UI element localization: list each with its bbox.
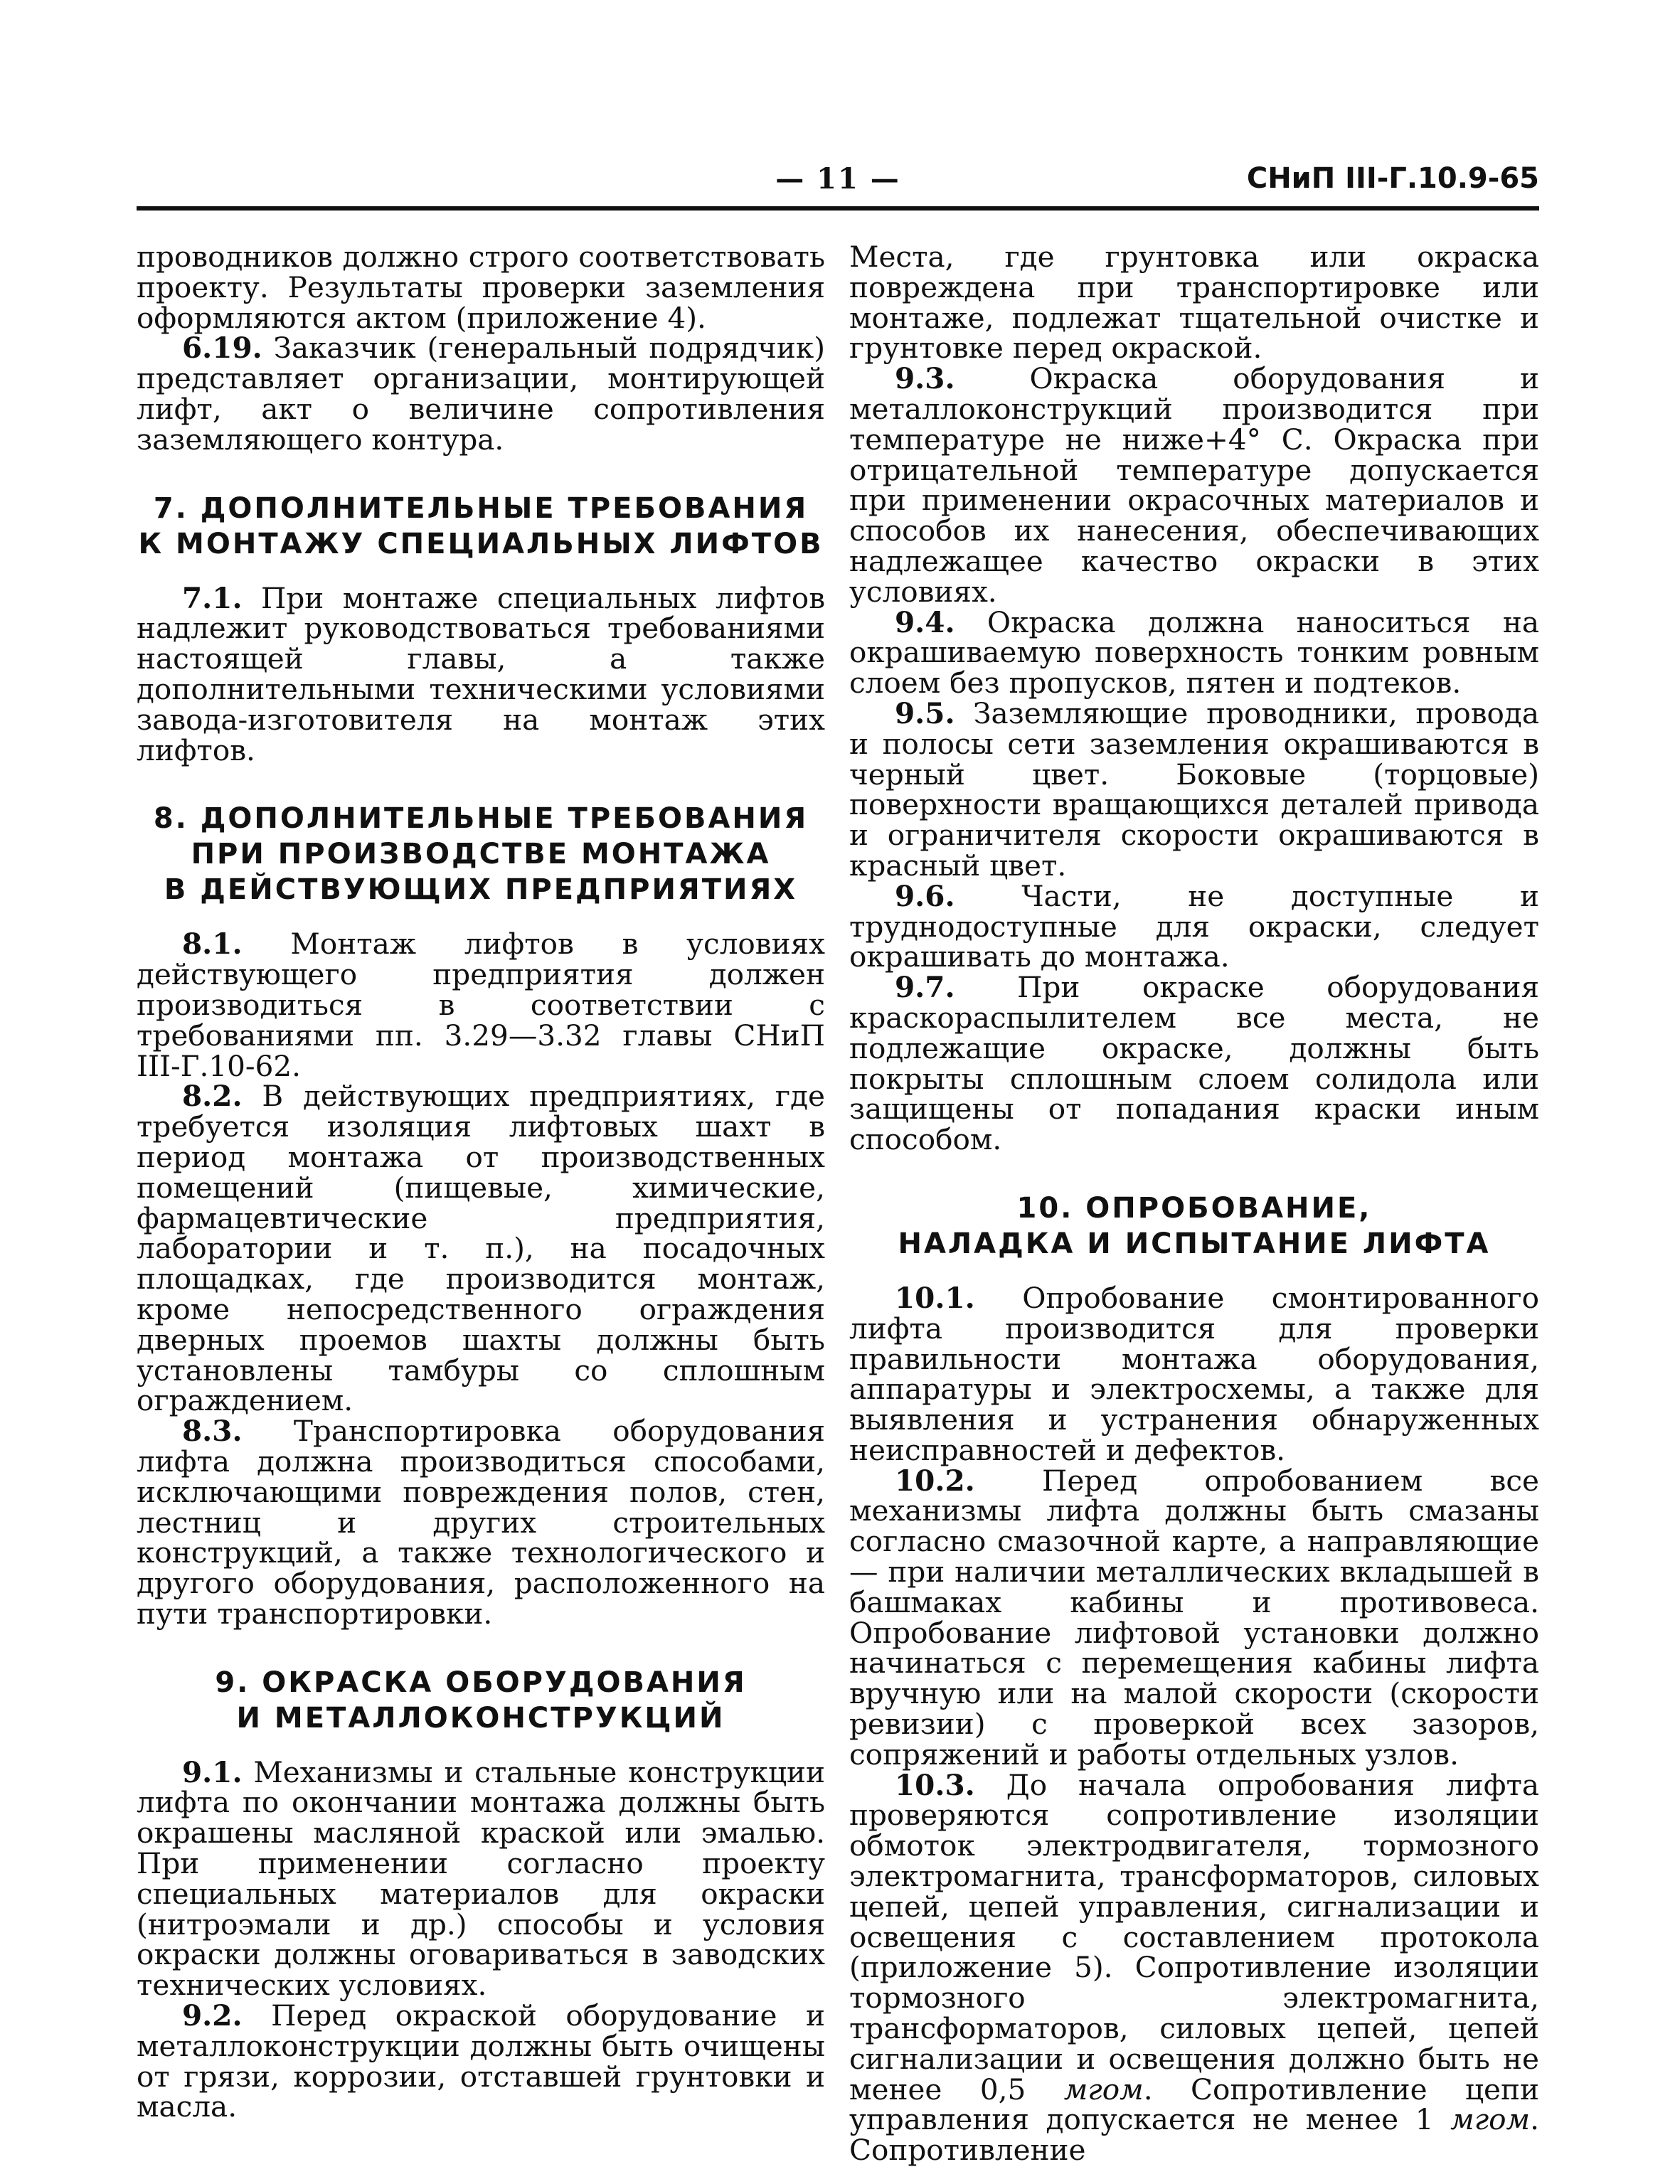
- paragraph-continuation: проводников должно строго соответствовать проекту. Результаты проверки заземления оформляются актом (приложение 4).: [137, 240, 825, 335]
- clause-text: В действующих предприятиях, где требуется изоляция лифтовых шахт в период монтажа от производственных помещений (пищевые, химические, фармацевтические предприятия, лаборатории и т. п.), на посадочных площадках, где производится монтаж, кроме непосредственного ограждения дверных проемов шахты должны быть установлены тамбуры со сплошным ограждением.: [137, 1079, 825, 1418]
- clause-text: Перед опробованием все механизмы лифта должны быть смазаны согласно смазочной карте, а направляющие — при наличии металлических вкладышей в башмаках кабины и противовеса. Опробование лифтовой установки должно начинаться с перемещения кабины лифта вручную или на малой скорости (скорости ревизии) с проверкой всех зазоров, сопряжений и работы отдельных узлов.: [849, 1463, 1539, 1772]
- paragraph-9-5: [849, 698, 1539, 881]
- heading-line: И МЕТАЛЛОКОНСТРУКЦИЙ: [236, 1701, 725, 1735]
- clause-number: 10.3.: [895, 1767, 975, 1802]
- clause-number: 9.5.: [895, 696, 955, 730]
- clause-number: 8.3.: [182, 1414, 243, 1449]
- heading-line: 7. ДОПОЛНИТЕЛЬНЫЕ ТРЕБОВАНИЯ: [153, 491, 809, 525]
- paragraph-9-6: [849, 878, 1539, 974]
- clause-number: 9.7.: [895, 970, 955, 1005]
- clause-text: При монтаже специальных лифтов надлежит руководствоваться требованиями настоящей главы, а также дополнительными техническими условиями завода-изготовителя на монтаж этих лифтов.: [137, 580, 825, 767]
- clause-number: 9.3.: [895, 361, 955, 396]
- heading-line: К МОНТАЖУ СПЕЦИАЛЬНЫХ ЛИФТОВ: [138, 527, 824, 560]
- paragraph-10-1: [849, 1280, 1539, 1467]
- clause-number: 6.19.: [182, 331, 262, 366]
- paragraph-9-7: [849, 972, 1539, 1155]
- page-header: [137, 162, 1539, 209]
- paragraph-8-2: [137, 1081, 825, 1416]
- heading-line: В ДЕЙСТВУЮЩИХ ПРЕДПРИЯТИЯХ: [164, 873, 798, 907]
- clause-text: Части, не доступные и труднодоступные для окраски, следует окрашивать до монтажа.: [849, 878, 1539, 974]
- unit-megohm: мгом: [1063, 2072, 1144, 2106]
- right-column: [849, 242, 1539, 2166]
- clause-text: Монтаж лифтов в условиях действующего предприятия должен производиться в соответствии с требованиями пп. 3.29—3.32 главы СНиП III-Г.10-62.: [137, 927, 825, 1083]
- header-rule: [137, 206, 1539, 211]
- paragraph-7-1: [137, 580, 825, 767]
- heading-line: 10. ОПРОБОВАНИЕ,: [1016, 1191, 1372, 1225]
- heading-line: НАЛАДКА И ИСПЫТАНИЕ ЛИФТА: [898, 1227, 1491, 1260]
- heading-line: ПРИ ПРОИЗВОДСТВЕ МОНТАЖА: [191, 838, 771, 871]
- clause-text: Транспортировка оборудования лифта должна производиться способами, исключающими повреждения полов, стен, лестниц и других строительных конструкций, а также технологического и другого оборудования, расположенного на пути транспортировки.: [137, 1414, 825, 1631]
- clause-number: 8.2.: [182, 1079, 243, 1114]
- clause-number: 10.2.: [895, 1463, 975, 1498]
- page-number: — 11 —: [775, 162, 900, 196]
- clause-number: 7.1.: [182, 580, 243, 615]
- clause-number: 9.1.: [182, 1754, 243, 1789]
- section-9-heading: [137, 1665, 825, 1736]
- clause-number: 9.6.: [895, 878, 955, 913]
- clause-text: Заземляющие проводники, провода и полосы сети заземления окрашиваются в черный цвет. Боковые (торцовые) поверхности вращающихся деталей привода и ограничителя скорости окрашиваются в красный цвет.: [849, 696, 1539, 883]
- left-column: [137, 242, 825, 2122]
- clause-text: При окраске оборудования краскораспылителем все места, не подлежащие окраске, должны быть покрыты сплошным слоем солидола или защищены от попадания краски иным способом.: [849, 970, 1539, 1157]
- clause-number: 8.1.: [182, 927, 243, 962]
- clause-text: . Сопротивление цепи управления допускается не менее 1: [849, 2072, 1539, 2137]
- clause-number: 9.2.: [182, 1998, 243, 2033]
- clause-number: 10.1.: [895, 1280, 975, 1315]
- paragraph-9-3: [849, 363, 1539, 607]
- heading-line: 9. ОКРАСКА ОБОРУДОВАНИЯ: [215, 1666, 747, 1699]
- unit-megohm: мгом: [1450, 2102, 1531, 2137]
- paragraph-6-19: [137, 331, 825, 457]
- paragraph-9-1: [137, 1754, 825, 2003]
- section-8-heading: [137, 801, 825, 907]
- paragraph-9-2: [137, 1998, 825, 2124]
- clause-number: 9.4.: [895, 604, 955, 639]
- paragraph-10-3: [849, 1767, 1539, 2168]
- section-10-heading: [849, 1190, 1539, 1262]
- clause-text: Механизмы и стальные конструкции лифта по окончании монтажа должны быть окрашены масляной краской или эмалью. При применении согласно проекту специальных материалов для окраски (нитроэмали и др.) способы и условия окраски должны оговариваться в заводских технических условиях.: [137, 1754, 825, 2003]
- clause-text: Перед окраской оборудование и металлоконструкции должны быть очищены от грязи, коррозии, отставшей грунтовки и масла.: [137, 1998, 825, 2124]
- clause-text: Окраска должна наноситься на окрашиваемую поверхность тонким ровным слоем без пропусков, пятен и подтеков.: [849, 604, 1539, 701]
- document-code: СНиП III-Г.10.9-65: [1246, 162, 1539, 195]
- heading-line: 8. ДОПОЛНИТЕЛЬНЫЕ ТРЕБОВАНИЯ: [153, 802, 809, 836]
- paragraph-9-4: [849, 604, 1539, 701]
- section-7-heading: [137, 491, 825, 562]
- clause-text: Опробование смонтированного лифта производится для проверки правильности монтажа оборудования, аппаратуры и электросхемы, а также для выявления и устранения обнаруженных неисправностей и дефектов.: [849, 1280, 1539, 1467]
- clause-text: Окраска оборудования и металлоконструкций производится при температуре не ниже+4° С. Окраска при отрицательной температуре допускается при применении окрасочных материалов и способов их нанесения, обеспечивающих надлежащее качество окраски в этих условиях.: [849, 361, 1539, 609]
- paragraph-8-1: [137, 929, 825, 1081]
- paragraph-10-2: [849, 1463, 1539, 1772]
- clause-text: . Сопротивление: [849, 2102, 1539, 2168]
- clause-text: Заказчик (генеральный подрядчик) представляет организации, монтирующей лифт, акт о величине сопротивления заземляющего контура.: [137, 331, 825, 457]
- clause-text: До начала опробования лифта проверяются сопротивление изоляции обмоток электродвигателя, тормозного электромагнита, трансформаторов, силовых цепей, цепей управления, сигнализации и освещения с составлением протокола (приложение 5). Сопротивление изоляции тормозного электромагнита, трансформаторов, силовых цепей, цепей сигнализации и освещения должно быть не менее 0,5: [849, 1767, 1539, 2106]
- paragraph-continuation: Места, где грунтовка или окраска повреждена при транспортировке или монтаже, подлежат тщательной очистке и грунтовке перед окраской.: [849, 240, 1539, 366]
- paragraph-8-3: [137, 1416, 825, 1629]
